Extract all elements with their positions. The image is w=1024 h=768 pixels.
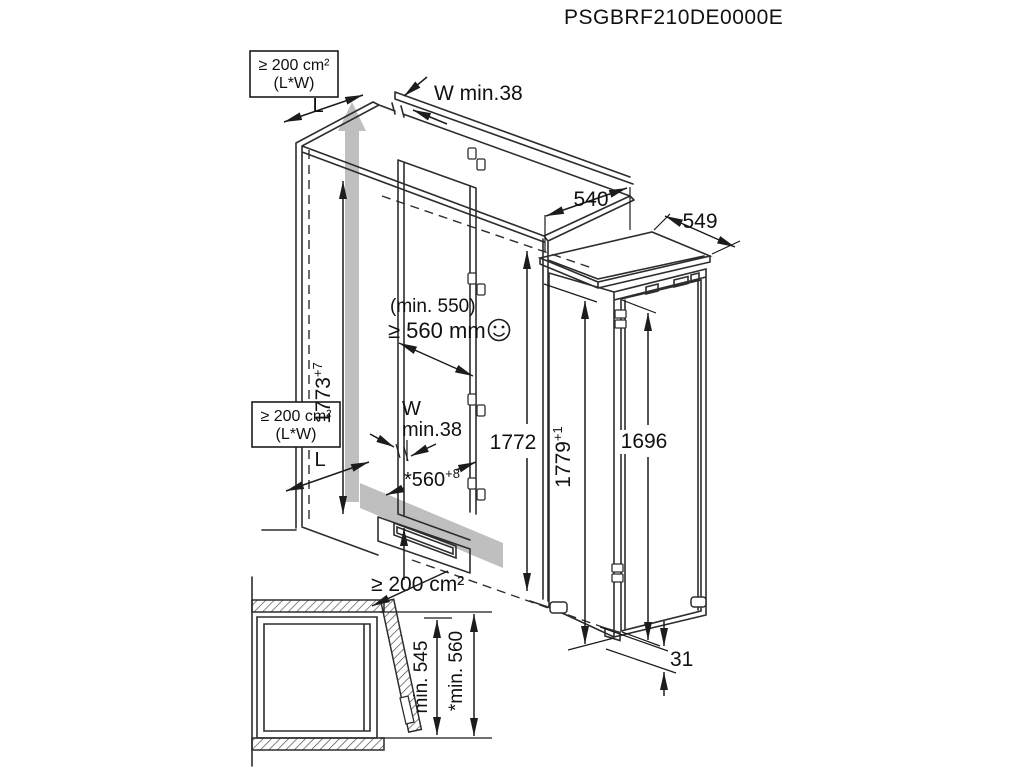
hinge-icon [468, 148, 485, 170]
depth-min-label: ≥ 560 mm [388, 318, 486, 343]
niche-height-value: 1773 [312, 377, 335, 424]
niche-width-label [404, 466, 460, 491]
foot-icon [550, 602, 567, 613]
foot-icon [691, 597, 706, 607]
appliance-feet [550, 597, 706, 613]
dim-gap-mid [370, 398, 462, 461]
vent-area-mid-line1: ≥ 200 cm² [260, 408, 332, 425]
appliance-view [540, 187, 740, 696]
depth-no-door-label: min. 545 [411, 640, 432, 714]
depth-min-paren-label: (min. 550) [390, 296, 476, 317]
cabinet-height-label: 1772 [489, 431, 537, 454]
dim-appliance-depth [654, 210, 740, 254]
gap-mid-label-line2: min.38 [402, 419, 463, 441]
appliance-width-label: 540 [573, 188, 609, 211]
vent-area-top-line1: ≥ 200 cm² [258, 57, 330, 74]
gap-top-label: W min.38 [434, 82, 523, 105]
length-top-label: L [312, 95, 324, 117]
vent-area-mid-line2: (L*W) [275, 426, 317, 443]
depth-with-door-label: *min. 560 [446, 630, 467, 712]
vent-area-top-line2: (L*W) [273, 75, 315, 92]
vent-area-box-top [250, 51, 338, 97]
dim-foot-height [600, 621, 693, 696]
appliance-height-tol: +1 [550, 426, 565, 442]
wall-band-top [252, 600, 384, 612]
niche-width-value: *560 [404, 469, 446, 491]
dim-niche-width [386, 462, 476, 495]
smiley-icon [489, 320, 510, 341]
wall-band-bottom [252, 738, 384, 750]
dim-appliance-height [544, 284, 614, 650]
niche-width-tol: +8 [445, 466, 460, 481]
niche-height-tol: +7 [310, 362, 325, 378]
appliance-height-label [550, 426, 575, 488]
niche-depth-note [388, 296, 510, 376]
dim-door-height [618, 300, 671, 646]
door-height-label: 1696 [620, 430, 668, 453]
vent-bottom-label: ≥ 200 cm² [371, 573, 465, 596]
model-title: PSGBRF210DE0000E [564, 6, 784, 29]
appliance-depth-label: 549 [682, 210, 718, 233]
appliance-height-value: 1779 [552, 441, 575, 488]
foot-height-label: 31 [670, 648, 694, 671]
length-bottom-label: L [314, 449, 326, 471]
gap-mid-label-line1: W [402, 398, 421, 420]
dim-appliance-width [545, 187, 630, 252]
niche-height-label [310, 362, 335, 424]
top-view-inset [252, 571, 492, 766]
airflow-up-arrow-icon [338, 102, 366, 502]
